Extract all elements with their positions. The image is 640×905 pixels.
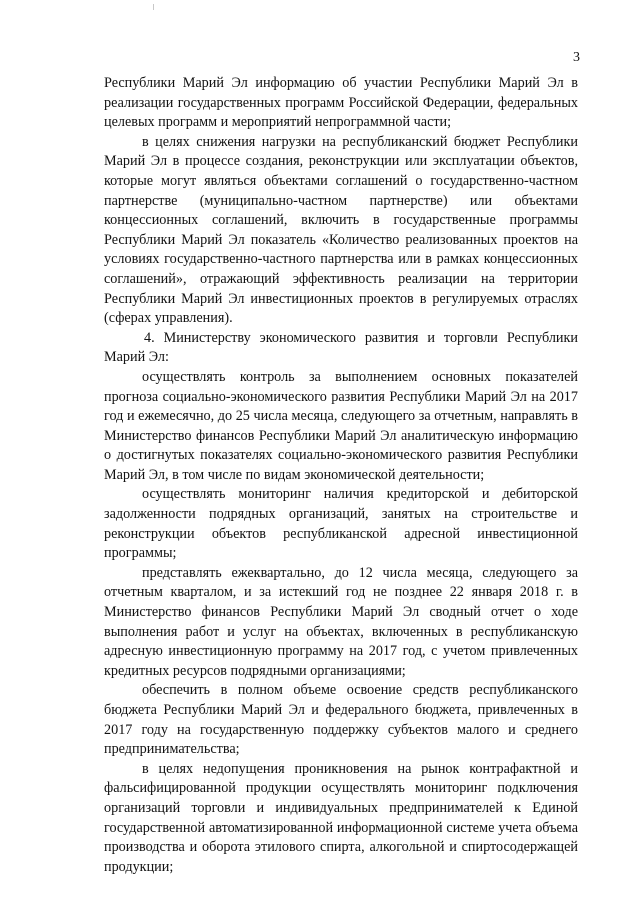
- paragraph-7: обеспечить в полном объеме освоение средств республиканского бюджета Республики Марий Эл и федерального бюджета, привлеченных в 2017 году на государственную поддержку субъектов малого и среднего предпринимательства;: [104, 682, 578, 758]
- paragraph-8: в целях недопущения проникновения на рынок контрафактной и фальсифицированной продукции осуществлять мониторинг подключения организаций торговли и индивидуальных предпринимателей к Единой государственной автоматизированной информационной системе учета объема производства и оборота этилового спирта, алкогольной и спиртосодержащей продукции;: [104, 760, 578, 875]
- paragraph-6: представлять ежеквартально, до 12 числа месяца, следующего за отчетным кварталом, и за истекший год не позднее 22 января 2018 г. в Министерство финансов Республики Марий Эл сводный отчет о ходе выполнения работ и услуг на объектах, включенных в республиканскую адресную инвестиционную программу на 2017 год, с учетом привлеченных кредитных ресурсов подрядными организациями;: [104, 564, 578, 679]
- paragraph-1: Республики Марий Эл информацию об участии Республики Марий Эл в реализации государственных программ Российской Федерации, федеральных целевых программ и мероприятий непрограммной части;: [104, 75, 578, 131]
- paragraph-3: 4. Министерству экономического развития и торговли Республики Марий Эл:: [104, 329, 578, 366]
- paragraph-2: в целях снижения нагрузки на республиканский бюджет Республики Марий Эл в процессе создания, реконструкции или эксплуатации объектов, которые могут являться объектами соглашений о государственно-частном партнерстве (муниципально-частном партнерстве) или объектами концессионных соглашений, включить в государственные программы Республики Марий Эл показатель «Количество реализованных проектов на условиях государственно-частного партнерства или в рамках концессионных соглашений», отражающий эффективность реализации на территории Республики Марий Эл инвестиционных проектов в регулируемых отраслях (сферах управления).: [104, 133, 578, 327]
- paragraph-5: осуществлять мониторинг наличия кредиторской и дебиторской задолженности подрядных организаций, занятых на строительстве и реконструкции объектов республиканской адресной инвестиционной программы;: [104, 486, 578, 562]
- scan-mark: [153, 4, 154, 10]
- body-text: [104, 74, 578, 877]
- page-number: 3: [573, 50, 580, 65]
- paragraph-4: осуществлять контроль за выполнением основных показателей прогноза социально-экономического развития Республики Марий Эл на 2017 год и ежемесячно, до 25 числа месяца, следующего за отчетным, направлять в Министерство финансов Республики Марий Эл аналитическую информацию о достигнутых показателях социально-экономического развития Республики Марий Эл, в том числе по видам экономической деятельности;: [104, 368, 578, 483]
